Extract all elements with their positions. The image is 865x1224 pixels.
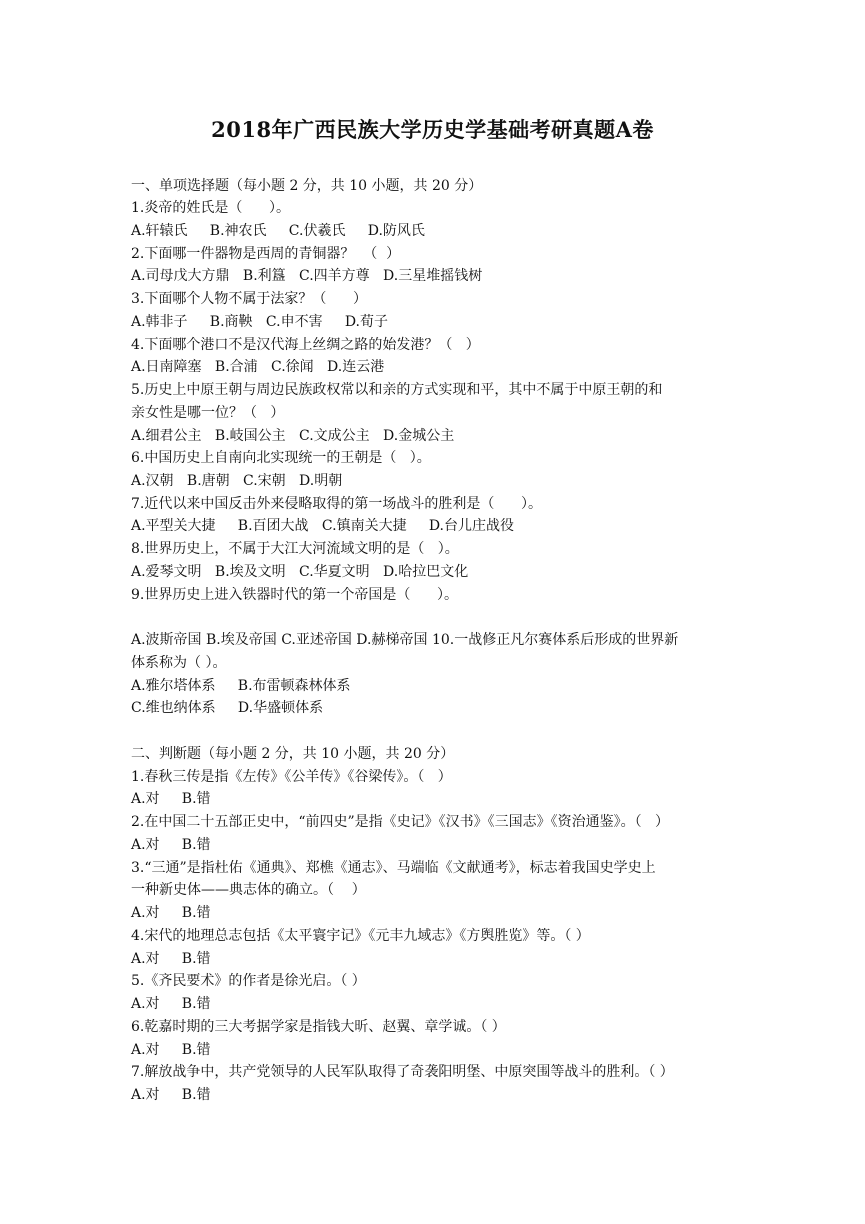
question-text: 4.宋代的地理总志包括《太平寰宇记》《元丰九域志》《方舆胜览》等。（ ） — [131, 928, 590, 944]
question-text: 3.“三通”是指杜佑《通典》、郑樵《通志》、马端临《文献通考》，标志着我国史学史上 — [131, 860, 656, 876]
answer-options: A.对 B.错 — [131, 996, 211, 1012]
question-text: 亲女性是哪一位？（ ） — [131, 405, 285, 421]
answer-options: A.韩非子 B.商鞅 C.申不害 D.荀子 — [131, 314, 388, 330]
answer-options: A.汉朝 B.唐朝 C.宋朝 D.明朝 — [131, 473, 343, 489]
answer-options: A.对 B.错 — [131, 951, 211, 967]
question-text: 6.中国历史上自南向北实现统一的王朝是（ ）。 — [131, 450, 431, 466]
answer-options: A.对 B.错 — [131, 791, 211, 807]
question-text: 3.下面哪个人物不属于法家？（ ） — [131, 291, 368, 307]
question-text: 8.世界历史上，不属于大江大河流域文明的是（ ）。 — [131, 541, 459, 557]
question-text: 1.炎帝的姓氏是（ ）。 — [131, 200, 291, 216]
question-text: 7.解放战争中，共产党领导的人民军队取得了奇袭阳明堡、中原突围等战斗的胜利。（ ） — [131, 1064, 674, 1080]
answer-options: A.对 B.错 — [131, 1042, 211, 1058]
page-title: 2018年广西民族大学历史学基础考研真题A卷 — [211, 117, 654, 142]
question-text: 体系称为（ ）。 — [131, 655, 227, 671]
answer-options: A.对 B.错 — [131, 837, 211, 853]
section-heading: 二、判断题（每小题 2 分，共 10 小题，共 20 分） — [131, 746, 455, 762]
question-text: 一种新史体——典志体的确立。（ ） — [131, 882, 366, 898]
question-text: 4.下面哪个港口不是汉代海上丝绸之路的始发港？（ ） — [131, 337, 480, 353]
answer-options: A.日南障塞 B.合浦 C.徐闻 D.连云港 — [131, 359, 385, 375]
question-text: 1.春秋三传是指《左传》《公羊传》《谷梁传》。（ ） — [131, 769, 452, 785]
answer-options: C.维也纳体系 D.华盛顿体系 — [131, 700, 324, 716]
answer-options: A.平型关大捷 B.百团大战 C.镇南关大捷 D.台儿庄战役 — [131, 518, 514, 534]
section-heading: 一、单项选择题（每小题 2 分，共 10 小题，共 20 分） — [131, 178, 483, 194]
answer-options: A.对 B.错 — [131, 905, 211, 921]
answer-options: A.司母戊大方鼎 B.利簋 C.四羊方尊 D.三星堆摇钱树 — [131, 268, 483, 284]
question-text: 2.下面哪一件器物是西周的青铜器？ （ ） — [131, 246, 401, 262]
question-text: 6.乾嘉时期的三大考据学家是指钱大昕、赵翼、章学诚。（ ） — [131, 1019, 506, 1035]
answer-options: A.细君公主 B.岐国公主 C.文成公主 D.金城公主 — [131, 428, 455, 444]
answer-options: A.轩辕氏 B.神农氏 C.伏羲氏 D.防风氏 — [131, 223, 425, 239]
question-text: 2.在中国二十五部正史中，“前四史”是指《史记》《汉书》《三国志》《资治通鉴》。（ ） — [131, 814, 670, 830]
question-text: 7.近代以来中国反击外来侵略取得的第一场战斗的胜利是（ ）。 — [131, 496, 543, 512]
question-text: 5.《齐民要术》的作者是徐光启。（ ） — [131, 973, 366, 989]
answer-options: A.雅尔塔体系 B.布雷顿森林体系 — [131, 678, 351, 694]
answer-options: A.爱琴文明 B.埃及文明 C.华夏文明 D.哈拉巴文化 — [131, 564, 469, 580]
question-text: 5.历史上中原王朝与周边民族政权常以和亲的方式实现和平，其中不属于中原王朝的和 — [131, 382, 663, 398]
answer-options: A.波斯帝国 B.埃及帝国 C.亚述帝国 D.赫梯帝国 10.一战修正凡尔赛体系后形成的世界新 — [131, 632, 679, 648]
answer-options: A.对 B.错 — [131, 1087, 211, 1103]
question-text: 9.世界历史上进入铁器时代的第一个帝国是（ ）。 — [131, 587, 459, 603]
